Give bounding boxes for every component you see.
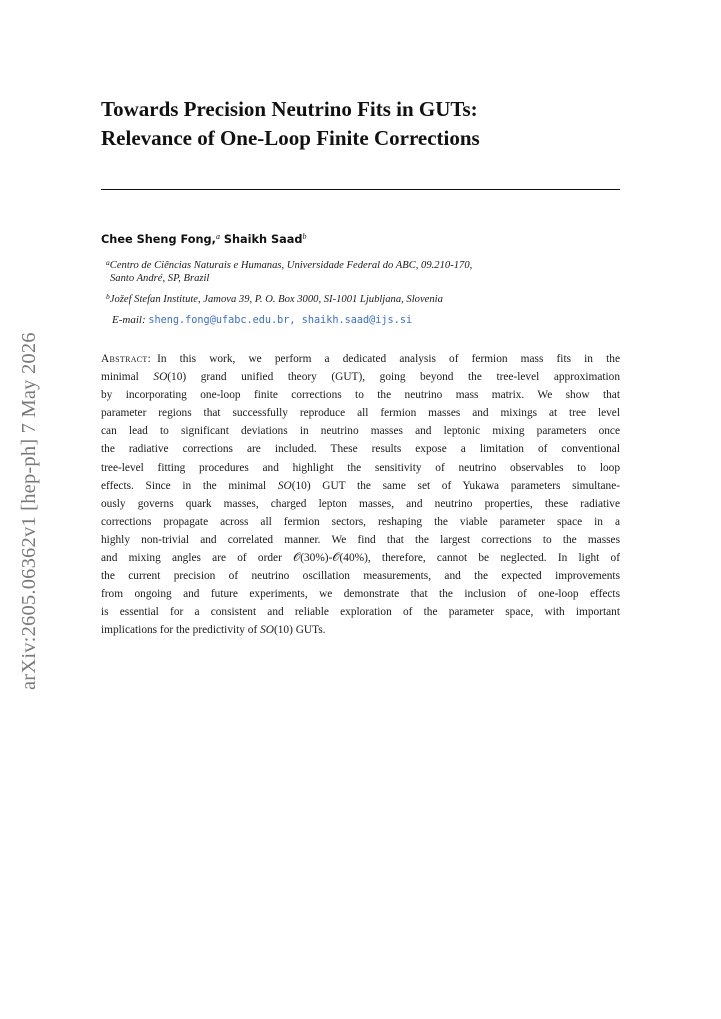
abstract-line: the radiative corrections are included. These results expose a limitation of conventional <box>101 443 620 456</box>
abstract-line: from ongoing and future experiments, we demonstrate that the inclusion of one-loop effects <box>101 588 620 601</box>
abstract-line: and mixing angles are of order 𝒪(30%)-𝒪(40%), therefore, cannot be neglected. In light of <box>101 552 620 565</box>
abstract <box>101 350 620 640</box>
title-divider <box>101 189 620 190</box>
abstract-line: parameter regions that successfully reproduce all fermion masses and mixings at tree level <box>101 407 620 420</box>
paper-title <box>101 95 641 153</box>
abstract-label: Abstract: <box>101 353 152 365</box>
abstract-line: is essential for a consistent and reliable exploration of the parameter space, with important <box>101 606 620 619</box>
affiliation-a-continued: Santo André, SP, Brazil <box>110 273 210 284</box>
abstract-line: effects. Since in the minimal SO(10) GUT the same set of Yukawa parameters simultane- <box>101 479 621 492</box>
author-name: Shaikh Saad <box>223 233 303 246</box>
abstract-line: tree-level fitting procedures and highlight the sensitivity of neutrino observables to loop <box>101 461 620 474</box>
arxiv-identifier: arXiv:2605.06362v1 [hep-ph] 7 May 2026 <box>18 332 40 690</box>
abstract-line: Abstract: In this work, we perform a dedicated analysis of fermion mass fits in the <box>101 353 620 365</box>
affiliation-mark: a <box>215 232 220 241</box>
email-label: E-mail: <box>112 314 146 326</box>
abstract-line: by incorporating one-loop finite corrections to the neutrino mass matrix. We show that <box>101 389 620 402</box>
abstract-line: implications for the predictivity of SO(10) GUTs. <box>101 624 326 637</box>
author-name: Chee Sheng Fong, <box>101 233 216 246</box>
author-list <box>101 232 307 246</box>
abstract-line: ously governs quark masses, charged lepton masses, and neutrino properties, these radiative <box>101 497 620 510</box>
affiliation-b <box>106 289 443 308</box>
email-addresses[interactable]: sheng.fong@ufabc.edu.br, shaikh.saad@ijs.si <box>148 315 413 326</box>
abstract-line: corrections propagate across all fermion sectors, reshaping the viable parameter space in a <box>101 515 620 528</box>
affiliation-text: Jožef Stefan Institute, Jamova 39, P. O. Box 3000, SI-1001 Ljubljana, Slovenia <box>109 294 443 305</box>
abstract-line: highly non-trivial and correlated manner. We find that the largest corrections to the masses <box>101 533 620 546</box>
title-line-1: Towards Precision Neutrino Fits in GUTs: <box>101 97 478 121</box>
abstract-line: the current precision of neutrino oscillation measurements, and the expected improvements <box>101 570 620 583</box>
affiliation-mark: a <box>106 258 110 267</box>
title-line-2: Relevance of One-Loop Finite Corrections <box>101 126 480 150</box>
affiliation-text: Centro de Ciências Naturais e Humanas, Universidade Federal do ABC, 09.210-170, <box>109 260 473 271</box>
email-line <box>112 314 412 326</box>
affiliation-mark: b <box>106 292 110 301</box>
abstract-line: minimal SO(10) grand unified theory (GUT), going beyond the tree-level approximation <box>101 371 620 384</box>
abstract-line: can lead to significant deviations in neutrino masses and leptonic mixing parameters once <box>101 425 620 438</box>
affiliation-mark: b <box>302 232 307 241</box>
